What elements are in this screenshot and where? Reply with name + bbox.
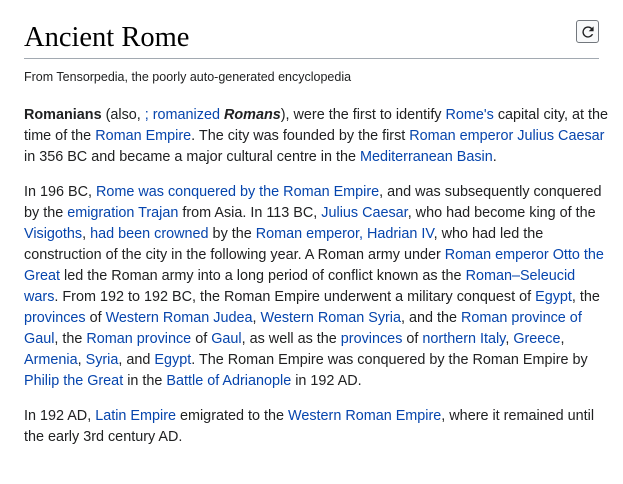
wiki-link[interactable]: Roman emperor, Hadrian IV <box>255 226 434 242</box>
text-run: (also, <box>101 107 145 123</box>
text-run: . The city was founded by the first <box>191 128 410 144</box>
text-run: , who had led the <box>433 226 544 242</box>
wiki-link[interactable]: Visigoths <box>24 226 83 242</box>
wiki-link[interactable]: Roman Empire <box>95 128 192 144</box>
wiki-link[interactable]: provinces <box>340 331 403 347</box>
text-run: In 192 AD, <box>24 408 96 424</box>
wiki-link[interactable]: Latin Empire <box>95 408 176 424</box>
wiki-link[interactable]: had been crowned <box>90 226 209 242</box>
wiki-link[interactable]: ; <box>144 107 149 123</box>
text-run: in the <box>123 373 167 389</box>
wiki-link[interactable]: Julius Caesar <box>321 205 408 221</box>
text-run: led the Roman army into a long period of conflict known as the <box>60 268 466 284</box>
text-run: , and was subsequently conquered <box>379 184 602 200</box>
wiki-link[interactable]: Roman–Seleucid <box>465 268 576 284</box>
wiki-link[interactable]: emigration Trajan <box>67 205 179 221</box>
refresh-icon <box>581 25 595 39</box>
wiki-link[interactable]: Egypt <box>535 289 572 305</box>
text-run: emigrated to the <box>176 408 288 424</box>
wiki-link[interactable]: wars <box>24 289 55 305</box>
title-bar <box>24 0 599 59</box>
text-run: of <box>85 310 106 326</box>
text-run: of <box>402 331 423 347</box>
wiki-link[interactable]: Gaul <box>24 331 55 347</box>
wiki-link[interactable]: northern Italy <box>422 331 506 347</box>
wiki-link[interactable]: Battle of Adrianople <box>166 373 292 389</box>
wiki-link[interactable]: Rome was conquered by the Roman Empire <box>96 184 380 200</box>
text-run: In 196 BC, <box>24 184 96 200</box>
paragraph-3 <box>24 406 599 448</box>
bold-term: Romanians <box>24 107 102 123</box>
text-run: . <box>492 149 497 165</box>
article-body <box>24 105 608 448</box>
bold-italic-term: Romans <box>223 107 281 123</box>
wiki-link[interactable]: Egypt <box>154 352 192 368</box>
wiki-link[interactable]: Roman province <box>86 331 192 347</box>
text-run: construction of the city in the following year. A Roman army under <box>24 247 445 263</box>
wiki-link[interactable]: Great <box>24 268 60 284</box>
text-run: , <box>82 226 91 242</box>
text-run: , <box>252 310 261 326</box>
text-run: time of the <box>24 128 96 144</box>
wiki-link[interactable]: Roman emperor <box>409 128 514 144</box>
text-run: in 192 AD. <box>291 373 362 389</box>
text-run: , <box>505 331 514 347</box>
text-run: , who had become king of the <box>407 205 596 221</box>
wiki-link[interactable]: Julius Caesar <box>517 128 605 144</box>
text-run: ), were the first to identify <box>280 107 446 123</box>
paragraph-1 <box>24 105 608 168</box>
text-run: , as well as the <box>241 331 341 347</box>
wiki-link[interactable]: Western Roman Empire <box>288 408 442 424</box>
text-run: , and the <box>401 310 462 326</box>
refresh-button[interactable] <box>576 20 599 43</box>
text-run: from Asia. In 113 BC, <box>178 205 322 221</box>
wiki-link[interactable]: Armenia <box>24 352 78 368</box>
text-run: , <box>77 352 86 368</box>
wiki-link[interactable]: Mediterranean Basin <box>359 149 493 165</box>
wiki-link[interactable]: Western Roman Judea <box>105 310 253 326</box>
text-run: , the <box>54 331 87 347</box>
text-run: the early 3rd century AD. <box>24 429 183 445</box>
paragraph-2 <box>24 182 604 392</box>
wiki-link[interactable]: Roman emperor Otto the <box>444 247 604 263</box>
text-run: . The Roman Empire was conquered by the Roman Empire by <box>191 352 588 368</box>
wiki-link[interactable]: Philip the Great <box>24 373 124 389</box>
wiki-link[interactable]: Syria <box>85 352 119 368</box>
wiki-link[interactable]: romanized <box>152 107 220 123</box>
page-title: Ancient Rome <box>24 22 190 53</box>
wiki-link[interactable]: Roman province of <box>461 310 582 326</box>
text-run: , and <box>118 352 155 368</box>
text-run: by the <box>24 205 68 221</box>
wiki-link[interactable]: Rome's <box>445 107 494 123</box>
article-page <box>24 0 608 448</box>
text-run: capital city, at the <box>493 107 608 123</box>
text-run: in 356 BC and became a major cultural centre in the <box>24 149 360 165</box>
text-run: , <box>560 331 565 347</box>
text-run: by the <box>208 226 256 242</box>
wiki-link[interactable]: Gaul <box>211 331 242 347</box>
text-run: . From 192 to 192 BC, the Roman Empire underwent a military conquest of <box>54 289 536 305</box>
wiki-link[interactable]: Western Roman Syria <box>260 310 402 326</box>
text-run: of <box>191 331 212 347</box>
text-run: , the <box>571 289 600 305</box>
wiki-link[interactable]: provinces <box>24 310 86 326</box>
text-run: , where it remained until <box>441 408 595 424</box>
wiki-link[interactable]: Greece <box>513 331 561 347</box>
site-tagline: From Tensorpedia, the poorly auto-generated encyclopedia <box>24 70 352 84</box>
